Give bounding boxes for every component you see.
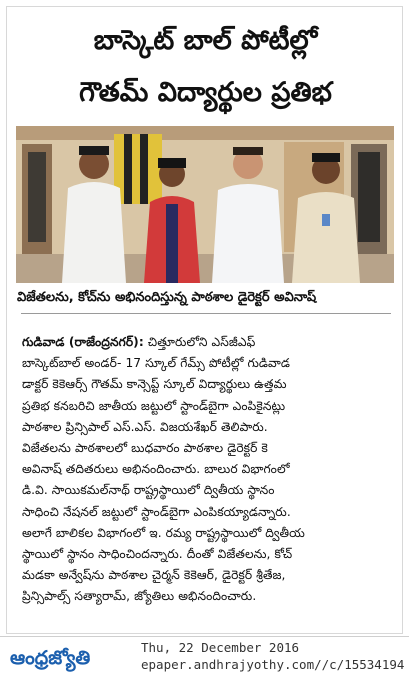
headline-line-1: బాస్కెట్ బాల్ పోటీల్లో bbox=[93, 25, 318, 56]
body-line: మడకా అన్వేష్‌ను పాఠశాల చైర్మన్ కెకెఆర్, డైరెక్టర్ శ్రీతేజ, bbox=[22, 568, 286, 583]
body-line: అవినాష్ తదితరులు అభినందించారు. బాలుర విభాగంలో bbox=[22, 462, 290, 477]
article-line-1 bbox=[22, 332, 394, 353]
news-clipping bbox=[6, 6, 403, 634]
body-line: విజేతలను పాఠశాలలో బుధవారం పాఠశాల డైరెక్టర్ కె bbox=[22, 441, 268, 456]
publication-date: Thu, 22 December 2016 bbox=[141, 640, 300, 655]
body-line: సాధించి నేషనల్ జట్టులో స్టాండ్‌బైగా ఎంపికయ్యాడన్నారు. bbox=[22, 504, 291, 519]
headline-line-2: గౌతమ్ విద్యార్థుల ప్రతిభ bbox=[79, 77, 332, 108]
epaper-url[interactable]: epaper.andhrajyothy.com//c/15534194 bbox=[141, 657, 405, 672]
caption-divider bbox=[21, 313, 391, 314]
article-dateline: గుడివాడ (రాజేంద్రనగర్): bbox=[22, 335, 144, 349]
epaper-footer bbox=[0, 636, 409, 678]
body-line: డి.వి. సాయికమల్‌నాథ్ రాష్ట్రస్థాయిలో ద్వితీయ స్థానం bbox=[22, 483, 275, 498]
photo-caption: విజేతలను, కోచ్‌ను అభినందిస్తున్న పాఠశాల డైరెక్టర్ అవినాష్ bbox=[17, 290, 317, 305]
article-body bbox=[22, 332, 394, 608]
body-line: ప్రిన్సిపాల్స్ సత్యారామ్, జ్యోతిలు అభినందించారు. bbox=[22, 589, 257, 604]
group-photo-illustration bbox=[16, 126, 394, 283]
body-line: ప్రతిభ కనబరిచి జాతీయ జట్టులో స్టాండ్‌బైగా ఎంపికైనట్లు bbox=[22, 398, 286, 413]
body-line: పాఠశాల ప్రిన్సిపాల్ ఎస్.ఎస్. విజయశేఖర్ తెలిపారు. bbox=[22, 419, 268, 434]
body-line: చిత్తూరులోని ఎస్‌జీఎఫ్ bbox=[147, 335, 256, 349]
news-photo bbox=[16, 126, 394, 283]
body-line: అలాగే బాలికల విభాగంలో ఇ. రమ్య రాష్ట్రస్థాయిలో ద్వితీయ bbox=[22, 525, 305, 540]
body-line: బాస్కెట్‌బాల్ అండర్- 17 స్కూల్ గేమ్స్ పోటీల్లో గుడివాడ bbox=[22, 356, 291, 371]
body-line: డాక్టర్ కెకెఆర్స్ గౌతమ్ కాన్సెప్ట్ స్కూల్ విద్యార్థులు ఉత్తమ bbox=[22, 377, 287, 392]
body-line: స్థాయిలో స్థానం సాధించిందన్నారు. దీంతో విజేతలను, కోచ్ bbox=[22, 547, 293, 562]
andhrajyothy-logo: ఆంధ్రజ్యోతి bbox=[10, 647, 91, 669]
